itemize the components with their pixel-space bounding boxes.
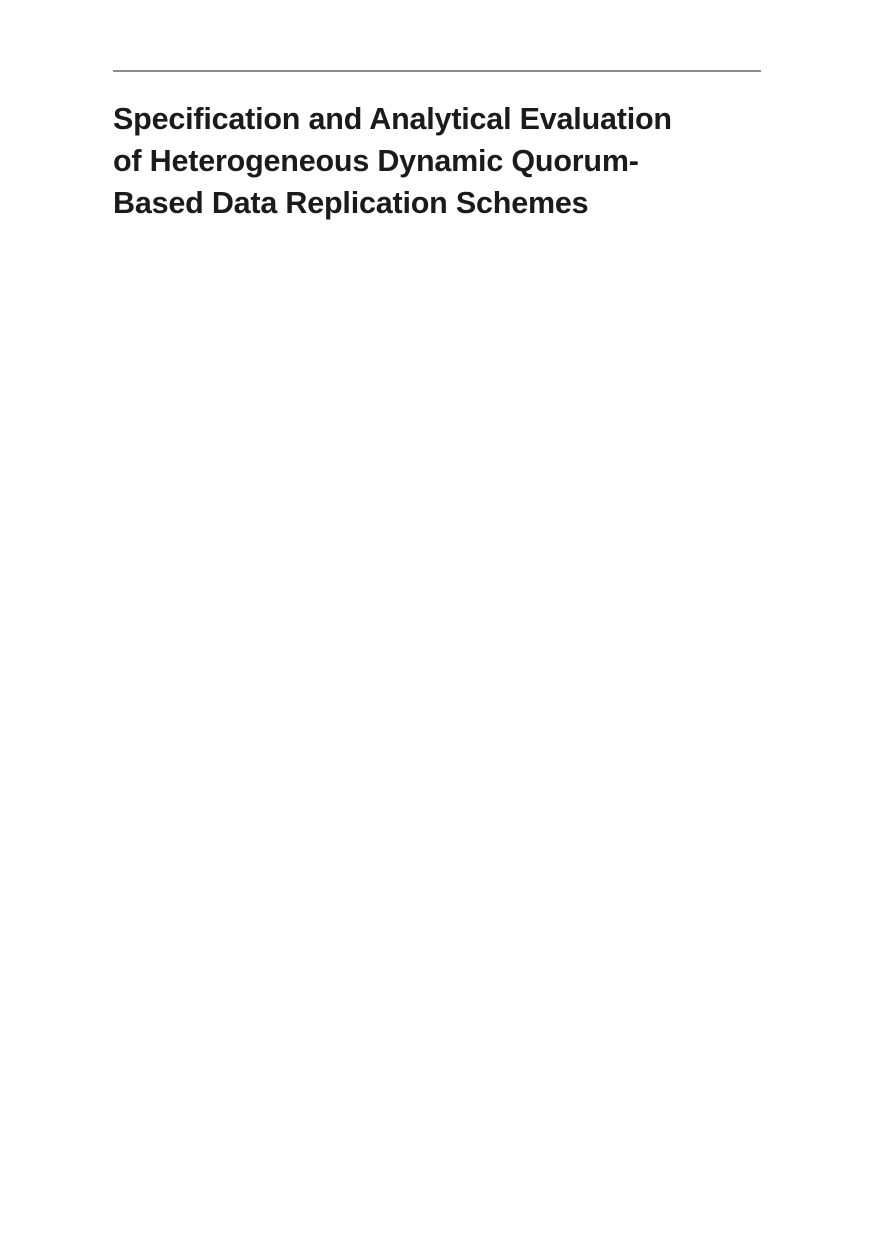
page-title-line-2: of Heterogeneous Dynamic Quorum- bbox=[113, 144, 639, 178]
horizontal-rule-divider bbox=[113, 70, 761, 72]
page-title bbox=[113, 98, 758, 224]
title-block bbox=[113, 70, 773, 224]
page-title-line-1: Specification and Analytical Evaluation bbox=[113, 102, 672, 136]
page-title-line-3: Based Data Replication Schemes bbox=[113, 186, 589, 220]
